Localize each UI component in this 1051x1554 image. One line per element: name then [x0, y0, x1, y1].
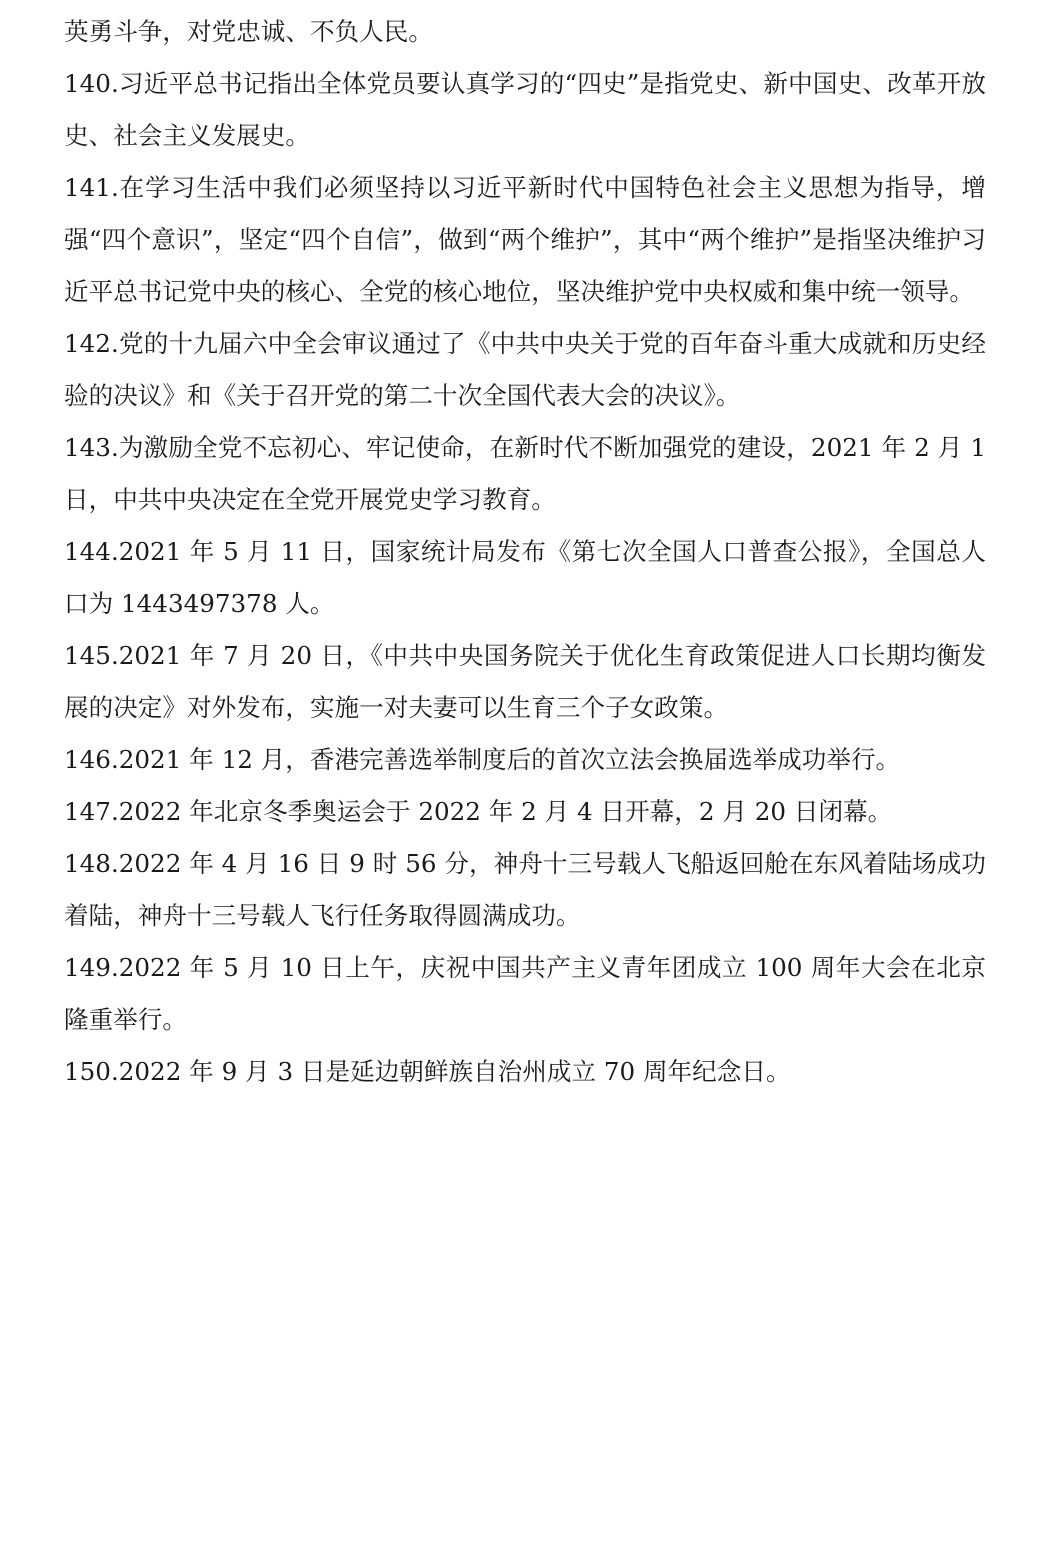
- item-141: 141.在学习生活中我们必须坚持以习近平新时代中国特色社会主义思想为指导，增强“四个意识”，坚定“四个自信”，做到“两个维护”，其中“两个维护”是指坚决维护习近平总书记党中央的核心、全党的核心地位，坚决维护党中央权威和集中统一领导。: [64, 173, 986, 306]
- item-144: 144.2021 年 5 月 11 日，国家统计局发布《第七次全国人口普查公报》，全国总人口为 1443497378 人。: [64, 537, 986, 618]
- item-146: 146.2021 年 12 月，香港完善选举制度后的首次立法会换届选举成功举行。: [64, 745, 901, 774]
- item-150: 150.2022 年 9 月 3 日是延边朝鲜族自治州成立 70 周年纪念日。: [64, 1057, 791, 1086]
- item-149: 149.2022 年 5 月 10 日上午，庆祝中国共产主义青年团成立 100 周年大会在北京隆重举行。: [64, 953, 986, 1034]
- item-140: 140.习近平总书记指出全体党员要认真学习的“四史”是指党史、新中国史、改革开放史、社会主义发展史。: [64, 69, 986, 150]
- paragraph-continuation: 英勇斗争，对党忠诚、不负人民。: [64, 17, 433, 46]
- item-142: 142.党的十九届六中全会审议通过了《中共中央关于党的百年奋斗重大成就和历史经验的决议》和《关于召开党的第二十次全国代表大会的决议》。: [64, 329, 986, 410]
- item-147: 147.2022 年北京冬季奥运会于 2022 年 2 月 4 日开幕，2 月 20 日闭幕。: [64, 797, 893, 826]
- item-143: 143.为激励全党不忘初心、牢记使命，在新时代不断加强党的建设，2021 年 2 月 1 日，中共中央决定在全党开展党史学习教育。: [64, 433, 986, 514]
- item-145: 145.2021 年 7 月 20 日，《中共中央国务院关于优化生育政策促进人口长期均衡发展的决定》对外发布，实施一对夫妻可以生育三个子女政策。: [64, 641, 986, 722]
- item-148: 148.2022 年 4 月 16 日 9 时 56 分，神舟十三号载人飞船返回舱在东风着陆场成功着陆，神舟十三号载人飞行任务取得圆满成功。: [64, 849, 986, 930]
- document-body: [64, 6, 986, 1098]
